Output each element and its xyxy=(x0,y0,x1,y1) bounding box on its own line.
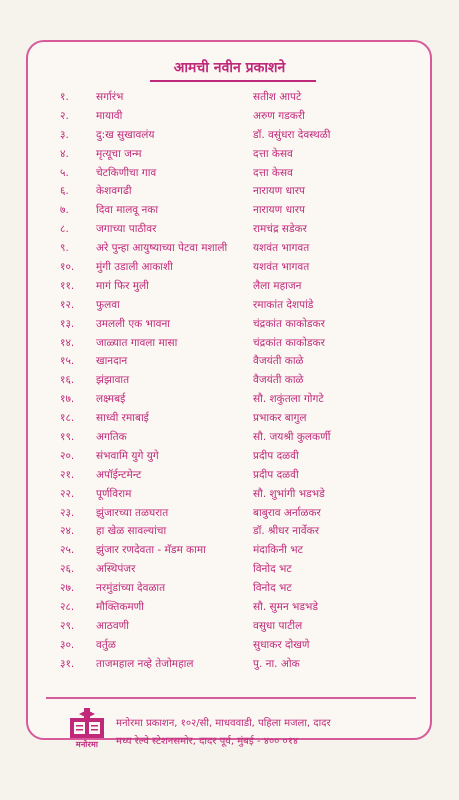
book-title: ताजमहाल नव्हे तेजोमहाल xyxy=(96,657,194,670)
book-row xyxy=(0,579,459,598)
book-author: सुधाकर दोखणे xyxy=(253,638,310,651)
book-title: जाळ्यात गावला मासा xyxy=(96,336,178,349)
book-row xyxy=(0,220,459,239)
book-title: दिवा मालवू नका xyxy=(96,204,159,217)
book-title: लक्ष्मबई xyxy=(96,393,126,406)
book-row xyxy=(0,371,459,390)
book-title: उमलली एक भावना xyxy=(96,317,171,330)
book-row xyxy=(0,107,459,126)
book-row xyxy=(0,617,459,636)
book-author: चंद्रकांत काकोडकर xyxy=(253,336,325,349)
book-author: वैजयंती काळे xyxy=(253,374,304,387)
book-number: ३०. xyxy=(60,638,75,651)
book-row xyxy=(0,522,459,541)
book-row xyxy=(0,655,459,674)
book-title: मौक्तिकमणी xyxy=(96,601,144,614)
book-title: खानदान xyxy=(96,355,128,368)
book-number: ९. xyxy=(60,242,69,255)
book-row xyxy=(0,466,459,485)
book-row xyxy=(0,485,459,504)
book-row xyxy=(0,277,459,296)
book-author: सौ. सुमन भडभडे xyxy=(253,601,319,614)
book-number: ३. xyxy=(60,128,69,141)
book-number: २९. xyxy=(60,619,75,632)
book-author: नारायण धारप xyxy=(253,185,306,198)
book-author: पु. ना. ओक xyxy=(253,657,300,670)
publisher-address-line1: मनोरमा प्रकाशन, १०२/सी, माधववाडी, पहिला मजला, दादर xyxy=(116,718,331,729)
book-author: सौ. शुभांगी भडभडे xyxy=(253,487,325,500)
book-author: सतीश आपटे xyxy=(253,91,302,103)
book-author: रमाकांत देशपांडे xyxy=(253,298,314,311)
publisher-address-line2: मध्य रेल्वे स्टेशनसमोर, दादर पूर्व, मुंबई - ४०० ०१४ xyxy=(116,736,299,747)
book-row xyxy=(0,598,459,617)
book-title: नरमुंडांच्या देवळात xyxy=(96,582,166,595)
book-author: सौ. शकुंतला गोगटे xyxy=(253,393,324,406)
book-title: सर्गारंभ xyxy=(96,91,124,103)
book-number: ५. xyxy=(60,166,69,179)
book-row xyxy=(0,636,459,655)
book-row xyxy=(0,352,459,371)
book-title: फुलवा xyxy=(96,298,120,311)
book-title: केशवगढी xyxy=(96,185,132,198)
book-author: नारायण धारप xyxy=(253,204,306,217)
book-row xyxy=(0,447,459,466)
book-title: हा खेळ सावल्यांचा xyxy=(96,525,167,538)
book-number: २३. xyxy=(60,506,75,519)
book-author: प्रदीप दळवी xyxy=(253,468,299,481)
book-title: अरे पुन्हा आयुष्याच्या पेटवा मशाली xyxy=(96,242,228,255)
book-title: मुंगी उडाली आकाशी xyxy=(96,261,173,274)
book-author: डॉ. वसुंधरा देवस्थळी xyxy=(253,128,331,141)
book-author: प्रभाकर बागुल xyxy=(253,412,307,425)
book-number: २०. xyxy=(60,449,75,462)
book-author: रामचंद्र सडेकर xyxy=(253,223,307,236)
book-author: सौ. जयश्री कुलकर्णी xyxy=(253,431,331,444)
book-row xyxy=(0,428,459,447)
book-title: आठवणी xyxy=(96,619,129,632)
book-author: लैला महाजन xyxy=(253,279,302,292)
book-title: वर्तुळ xyxy=(96,638,116,651)
book-number: १६. xyxy=(60,374,75,387)
book-title: पूर्णविराम xyxy=(96,487,132,500)
book-title: मागं फिर मुली xyxy=(96,279,149,292)
book-author: दत्ता केसव xyxy=(253,166,293,179)
book-number: ६. xyxy=(60,185,69,198)
book-row xyxy=(0,334,459,353)
book-number: १०. xyxy=(60,261,75,274)
book-row xyxy=(0,201,459,220)
page-title: आमची नवीन प्रकाशने xyxy=(173,60,286,76)
book-row xyxy=(0,390,459,409)
book-number: १९. xyxy=(60,431,75,444)
book-number: ७. xyxy=(60,204,69,217)
book-author: यशवंत भागवत xyxy=(253,242,310,255)
book-number: ३१. xyxy=(60,657,75,670)
book-row xyxy=(0,145,459,164)
book-row xyxy=(0,409,459,428)
book-title: अपॉईन्टमेन्ट xyxy=(96,468,142,481)
book-title: मृत्यूचा जन्म xyxy=(96,147,142,160)
book-title: दु:ख सुखावलंय xyxy=(96,128,155,141)
book-row xyxy=(0,296,459,315)
book-author: अरुण गडकरी xyxy=(253,109,305,122)
book-title: झुंजारच्या तळघरात xyxy=(96,506,169,519)
book-row xyxy=(0,126,459,145)
book-author: विनोद भट xyxy=(253,563,292,576)
book-title: झुंजार रणदेवता - मॅडम कामा xyxy=(96,544,206,557)
book-list xyxy=(0,88,459,674)
book-title: संभवामि युगे युगे xyxy=(96,449,159,462)
book-author: मंदाकिनी भट xyxy=(253,544,303,557)
book-author: विनोद भट xyxy=(253,582,292,595)
book-author: दत्ता केसव xyxy=(253,147,293,160)
book-number: २१. xyxy=(60,468,75,481)
book-number: १३. xyxy=(60,317,75,330)
book-row xyxy=(0,88,459,107)
book-row xyxy=(0,258,459,277)
book-number: १७. xyxy=(60,393,75,406)
book-title: मायावी xyxy=(96,109,123,122)
book-title: चेटकिणीचा गाव xyxy=(96,166,157,179)
book-number: ११. xyxy=(60,279,75,292)
book-author: वसुधा पाटील xyxy=(253,619,303,632)
book-number: २६. xyxy=(60,563,75,576)
book-author: वैजयंती काळे xyxy=(253,355,304,368)
book-row xyxy=(0,315,459,334)
book-number: १४. xyxy=(60,336,75,349)
publisher-logo-icon xyxy=(70,708,104,738)
book-number: २४. xyxy=(60,525,75,538)
book-author: चंद्रकांत काकोडकर xyxy=(253,317,325,330)
book-number: १२. xyxy=(60,298,75,311)
book-number: २२. xyxy=(60,487,75,500)
book-number: ८. xyxy=(60,223,69,236)
book-number: १८. xyxy=(60,412,75,425)
book-title: झंझावात xyxy=(96,374,130,387)
book-author: डॉ. श्रीधर नार्वेकर xyxy=(253,525,319,538)
book-number: २५. xyxy=(60,544,75,557)
book-number: २८. xyxy=(60,601,75,614)
book-title: अस्थिपंजर xyxy=(96,563,136,576)
book-number: ४. xyxy=(60,147,69,160)
book-row xyxy=(0,560,459,579)
book-row xyxy=(0,504,459,523)
book-title: जगाच्या पाठीवर xyxy=(96,223,157,236)
book-author: यशवंत भागवत xyxy=(253,261,310,274)
footer-divider xyxy=(46,697,416,699)
book-row xyxy=(0,164,459,183)
book-number: १५. xyxy=(60,355,75,368)
book-row xyxy=(0,239,459,258)
book-title: साध्वी रमाबाई xyxy=(96,412,149,425)
book-author: प्रदीप दळवी xyxy=(253,449,299,462)
title-underline xyxy=(150,80,316,82)
book-row xyxy=(0,541,459,560)
publisher-logo-text: मनोरमा xyxy=(75,740,99,749)
book-number: २. xyxy=(60,109,69,122)
book-author: बाबुराव अर्नाळकर xyxy=(253,506,321,519)
book-number: २७. xyxy=(60,582,75,595)
book-number: १. xyxy=(60,91,69,103)
book-row xyxy=(0,182,459,201)
book-title: अगतिक xyxy=(96,431,127,444)
